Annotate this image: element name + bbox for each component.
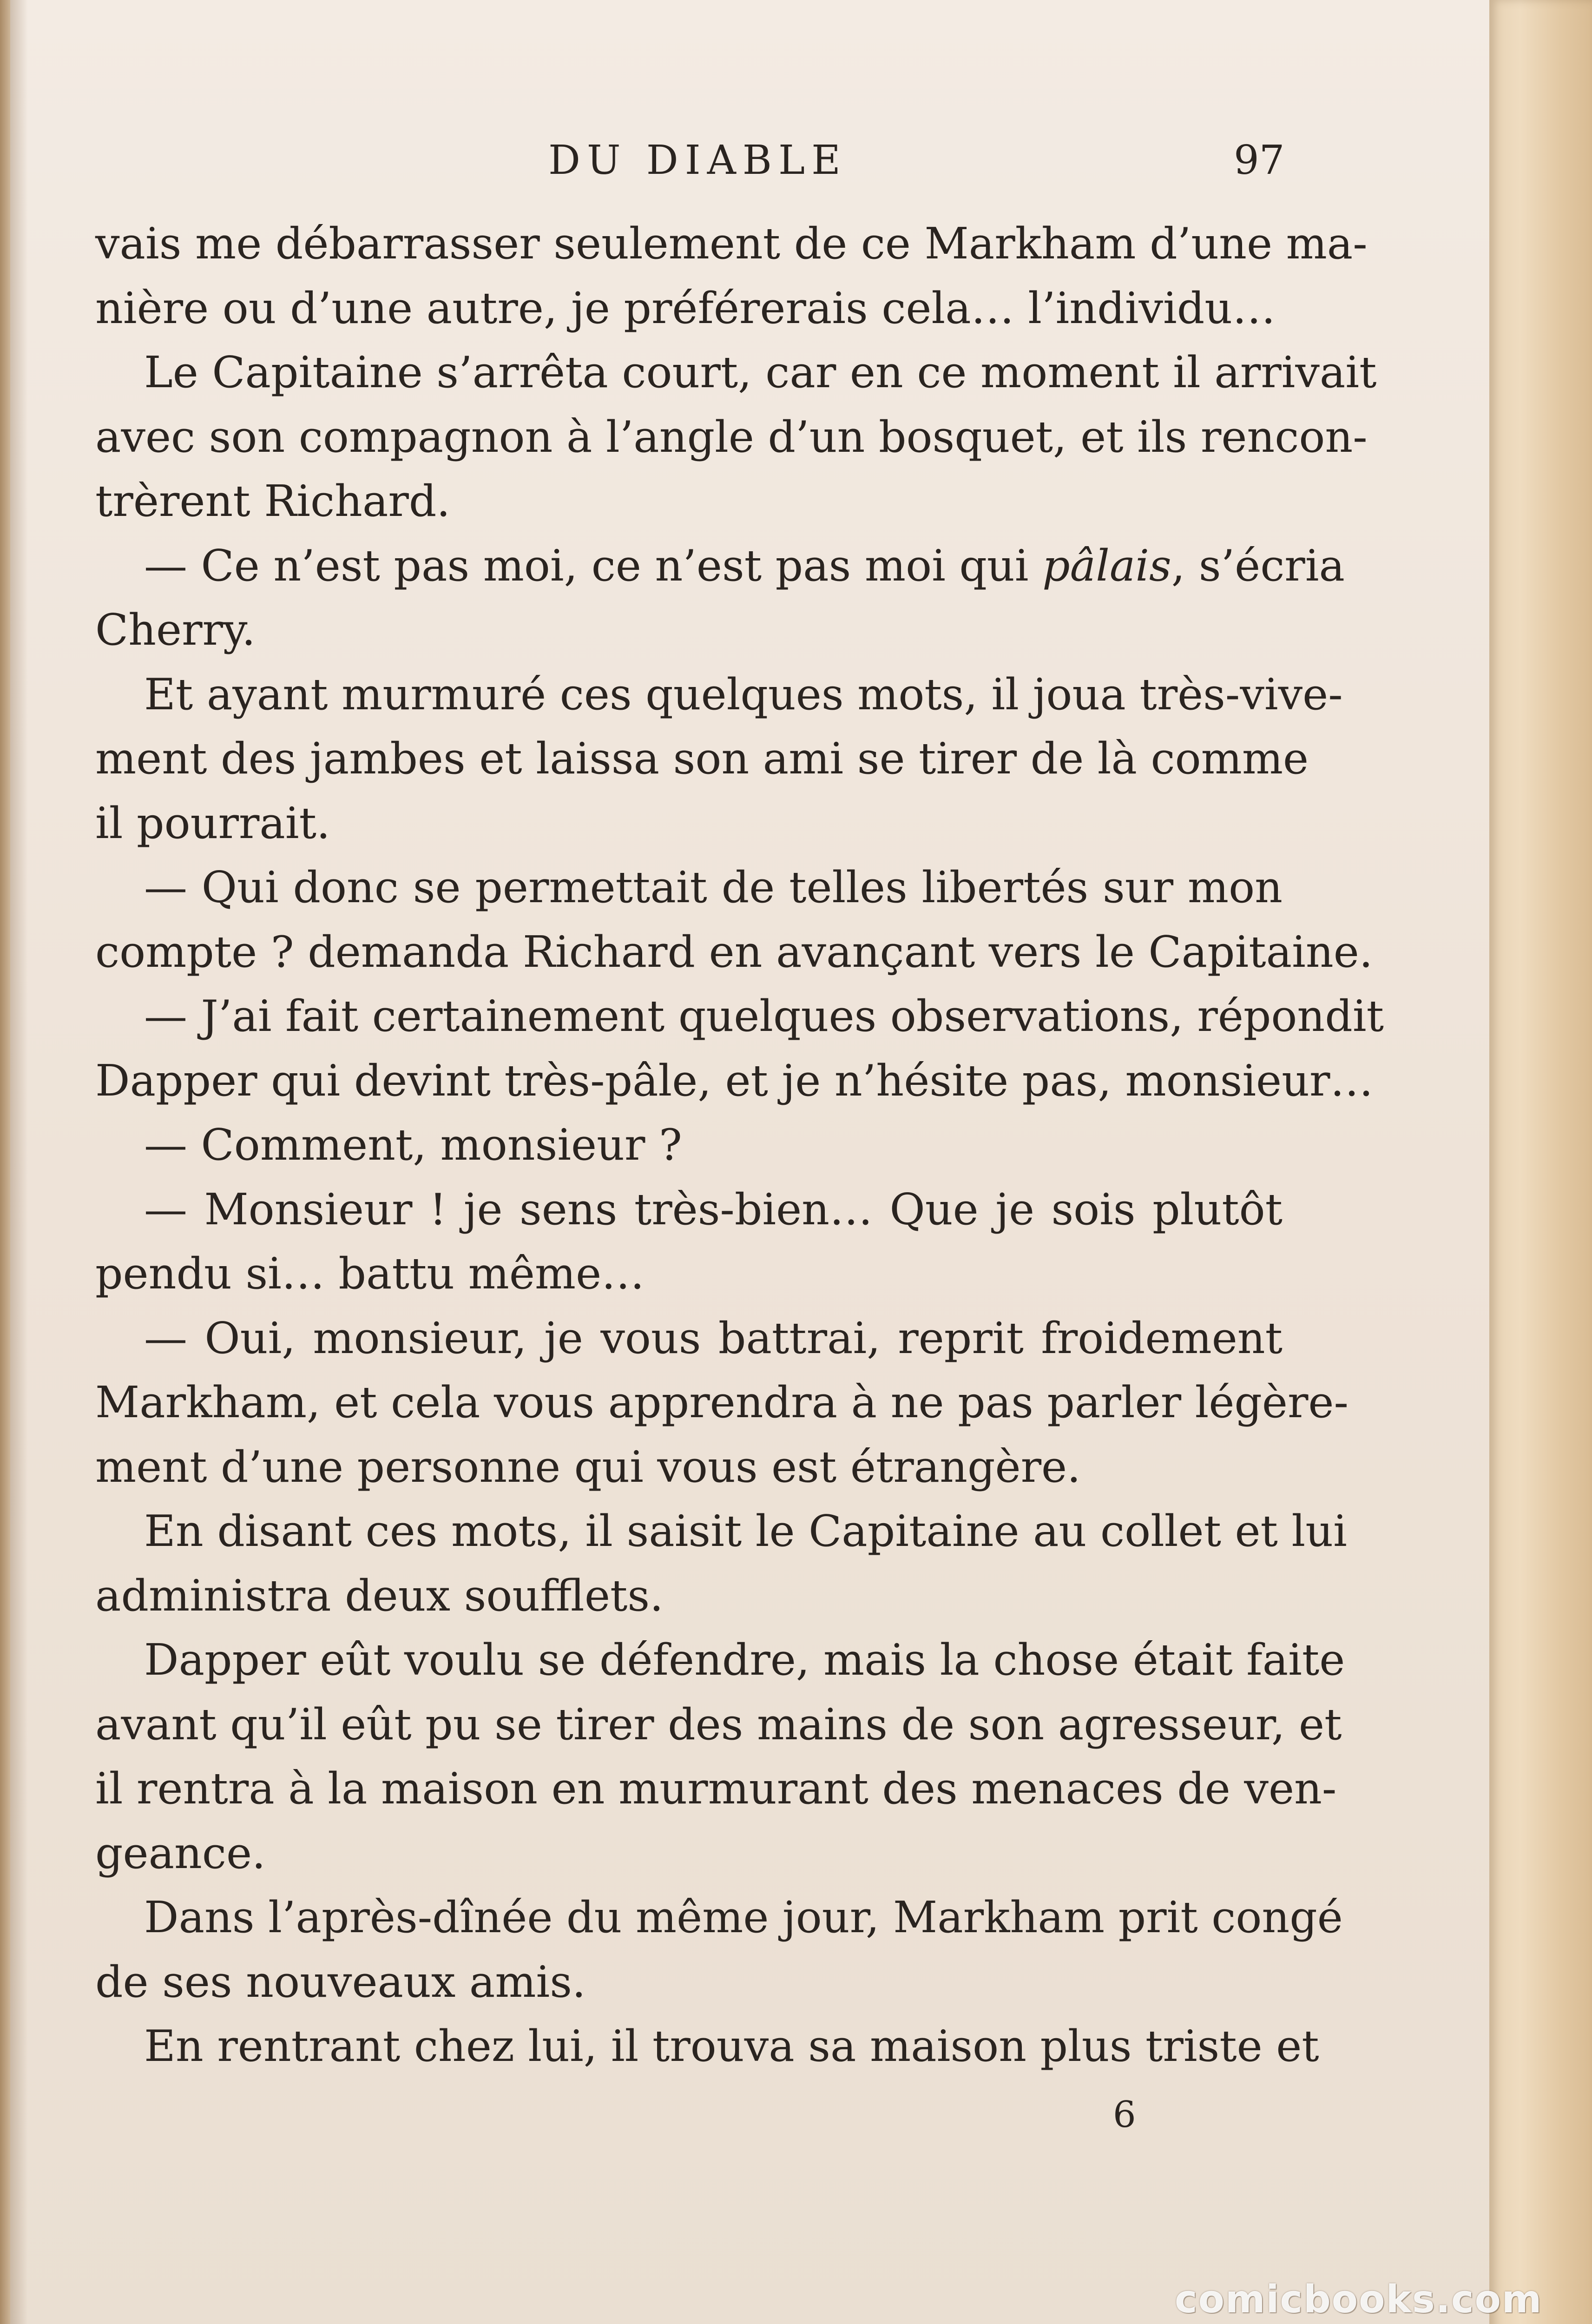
page-number: 97	[1234, 137, 1285, 184]
text-line: avant qu’il eût pu se tirer des mains de son agresseur, et	[95, 1699, 1342, 1750]
text-line: compte ? demanda Richard en avançant vers le Capitaine.	[95, 926, 1373, 977]
text-line: nière ou d’une autre, je préférerais cela… l’individu…	[95, 283, 1276, 333]
text-line: Le Capitaine s’arrêta court, car en ce moment il arrivait	[144, 347, 1377, 397]
text-line: En disant ces mots, il saisit le Capitaine au collet et lui	[144, 1506, 1347, 1556]
text-line: Markham, et cela vous apprendra à ne pas parler légère-	[95, 1377, 1349, 1427]
page-gutter	[0, 0, 10, 2324]
text-line: — Comment, monsieur ?	[144, 1120, 682, 1170]
italic-word: pâlais	[1042, 540, 1171, 591]
text-line: ment d’une personne qui vous est étrangère.	[95, 1441, 1081, 1492]
text-line: En rentrant chez lui, il trouva sa maison plus triste et	[144, 2021, 1319, 2071]
text-line: Dapper eût voulu se défendre, mais la chose était faite	[144, 1635, 1345, 1685]
watermark-text: comicbooks.com	[1175, 2278, 1543, 2322]
text-line: il pourrait.	[95, 798, 330, 848]
body-text	[95, 211, 1384, 2079]
text-line: ment des jambes et laissa son ami se tirer de là comme	[95, 733, 1309, 784]
text-line: — Oui, monsieur, je vous battrai, reprit froidement	[144, 1313, 1283, 1363]
text-segment: — Ce n’est pas moi, ce n’est pas moi qui	[144, 540, 1043, 591]
text-line: trèrent Richard.	[95, 476, 450, 526]
text-line: avec son compagnon à l’angle d’un bosquet, et ils rencon-	[95, 411, 1368, 462]
text-line: Dans l’après-dînée du même jour, Markham prit congé	[144, 1892, 1343, 1942]
running-title: DU DIABLE	[548, 137, 847, 184]
text-line: — J’ai fait certainement quelques observations, répondit	[144, 991, 1384, 1041]
text-line: il rentra à la maison en murmurant des menaces de ven-	[95, 1763, 1337, 1814]
text-line: Cherry.	[95, 605, 256, 655]
text-line: Et ayant murmuré ces quelques mots, il joua très-vive-	[144, 669, 1343, 720]
page-edge	[1489, 0, 1592, 2324]
signature-mark: 6	[1113, 2094, 1136, 2136]
text-line: de ses nouveaux amis.	[95, 1956, 586, 2007]
text-segment: , s’écria	[1171, 540, 1345, 591]
text-line: geance.	[95, 1828, 266, 1878]
text-line: — Monsieur ! je sens très-bien… Que je sois plutôt	[144, 1184, 1283, 1235]
text-line	[95, 534, 1345, 598]
text-line: administra deux soufflets.	[95, 1570, 664, 1621]
text-line: pendu si… battu même…	[95, 1248, 645, 1299]
text-line: vais me débarrasser seulement de ce Markham d’une ma-	[95, 218, 1368, 269]
text-line: Dapper qui devint très-pâle, et je n’hésite pas, monsieur…	[95, 1055, 1374, 1106]
text-line: — Qui donc se permettait de telles libertés sur mon	[144, 862, 1283, 912]
page-header	[0, 132, 1489, 188]
